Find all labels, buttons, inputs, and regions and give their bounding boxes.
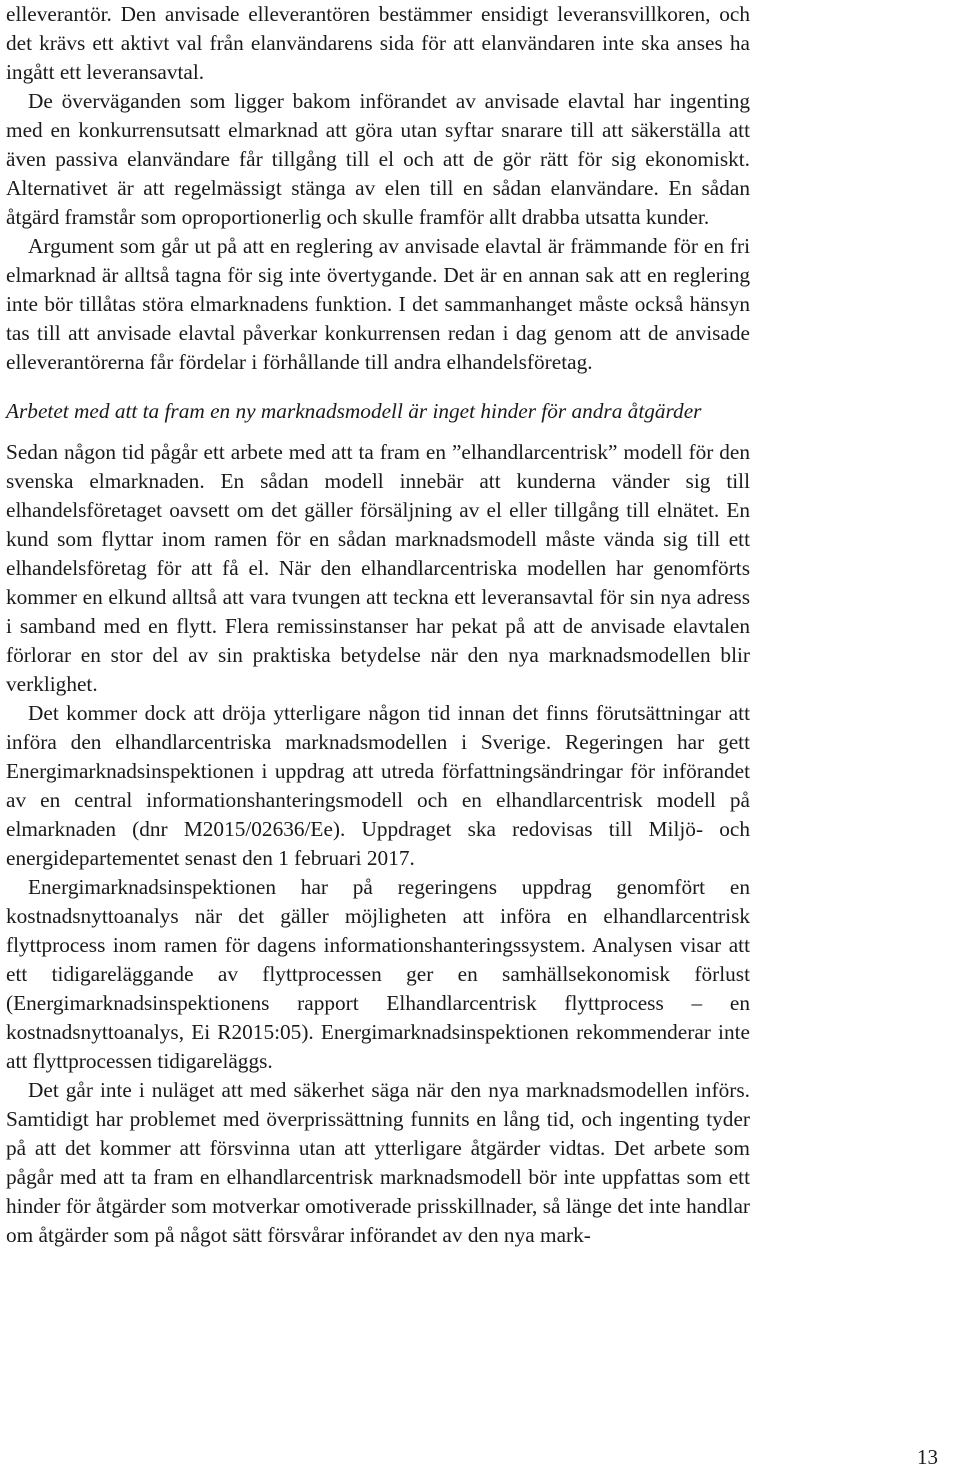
page-number: 13 (917, 1445, 938, 1469)
paragraph: Energimarknadsinspektionen har på regeringens uppdrag genomfört en kostnadsnyttoanalys när det gäller möjligheten att införa en elhandlarcentrisk flyttprocess inom ramen för dagens informationshanteringssystem. Analysen visar att ett tidigareläggande av flyttprocessen ger en samhällsekonomisk förlust (Energimarknadsinspektionens rapport Elhandlarcentrisk flyttprocess – en kostnadsnyttoanalys, Ei R2015:05). Energimarknadsinspektionen rekommenderar inte att flyttprocessen tidigareläggs. (6, 875, 750, 1073)
body-text (6, 0, 750, 1250)
paragraph: De överväganden som ligger bakom införandet av anvisade elavtal har ingenting med en konkurrensutsatt elmarknad att göra utan syftar snarare till att säkerställa att även passiva elanvändare får tillgång till el och att de gör rätt för sig ekonomiskt. Alternativet är att regelmässigt stänga av elen till en sådan elanvändare. En sådan åtgärd framstår som oproportionerlig och skulle framför allt drabba utsatta kunder. (6, 89, 750, 229)
paragraph: Argument som går ut på att en reglering av anvisade elavtal är främmande för en fri elmarknad är alltså tagna för sig inte övertygande. Det är en annan sak att en reglering inte bör tillåtas störa elmarknadens funktion. I det sammanhanget måste också hänsyn tas till att anvisade elavtal påverkar konkurrensen redan i dag genom att de anvisade elleverantörerna får fördelar i förhållande till andra elhandelsföretag. (6, 234, 750, 374)
paragraph: Sedan någon tid pågår ett arbete med att ta fram en ”elhandlarcentrisk” modell för den svenska elmarknaden. En sådan modell innebär att kunderna vänder sig till elhandelsföretaget oavsett om det gäller försäljning av el eller tillgång till elnätet. En kund som flyttar inom ramen för en sådan marknadsmodell måste vända sig till ett elhandelsföretag för att få el. När den elhandlarcentriska modellen har genomförts kommer en elkund alltså att vara tvungen att teckna ett leveransavtal för sin nya adress i samband med en flytt. Flera remissinstanser har pekat på att de anvisade elavtalen förlorar en stor del av sin praktiska betydelse när den nya marknadsmodellen blir verklighet. (6, 440, 750, 696)
paragraph: Det går inte i nuläget att med säkerhet säga när den nya marknadsmodellen införs. Samtidigt har problemet med överprissättning funnits en lång tid, och ingenting tyder på att det kommer att försvinna utan att ytterligare åtgärder vidtas. Det arbete som pågår med att ta fram en elhandlarcentrisk marknadsmodell bör inte uppfattas som ett hinder för åtgärder som motverkar omotiverade prisskillnader, så länge det inte handlar om åtgärder som på något sätt försvårar införandet av den nya mark- (6, 1078, 750, 1247)
section-heading: Arbetet med att ta fram en ny marknadsmodell är inget hinder för andra åtgärder (6, 399, 702, 423)
paragraph: Det kommer dock att dröja ytterligare någon tid innan det finns förutsättningar att införa den elhandlarcentriska marknadsmodellen i Sverige. Regeringen har gett Energimarknadsinspektionen i uppdrag att utreda författningsändringar för införandet av en central informationshanteringsmodell och en elhandlarcentrisk modell på elmarknaden (dnr M2015/02636/Ee). Uppdraget ska redovisas till Miljö- och energidepartementet senast den 1 februari 2017. (6, 701, 750, 870)
paragraph-continuation: elleverantör. Den anvisade elleverantören bestämmer ensidigt leveransvillkoren, och det krävs ett aktivt val från elanvändarens sida för att elanvändaren inte ska anses ha ingått ett leveransavtal. (6, 2, 750, 84)
